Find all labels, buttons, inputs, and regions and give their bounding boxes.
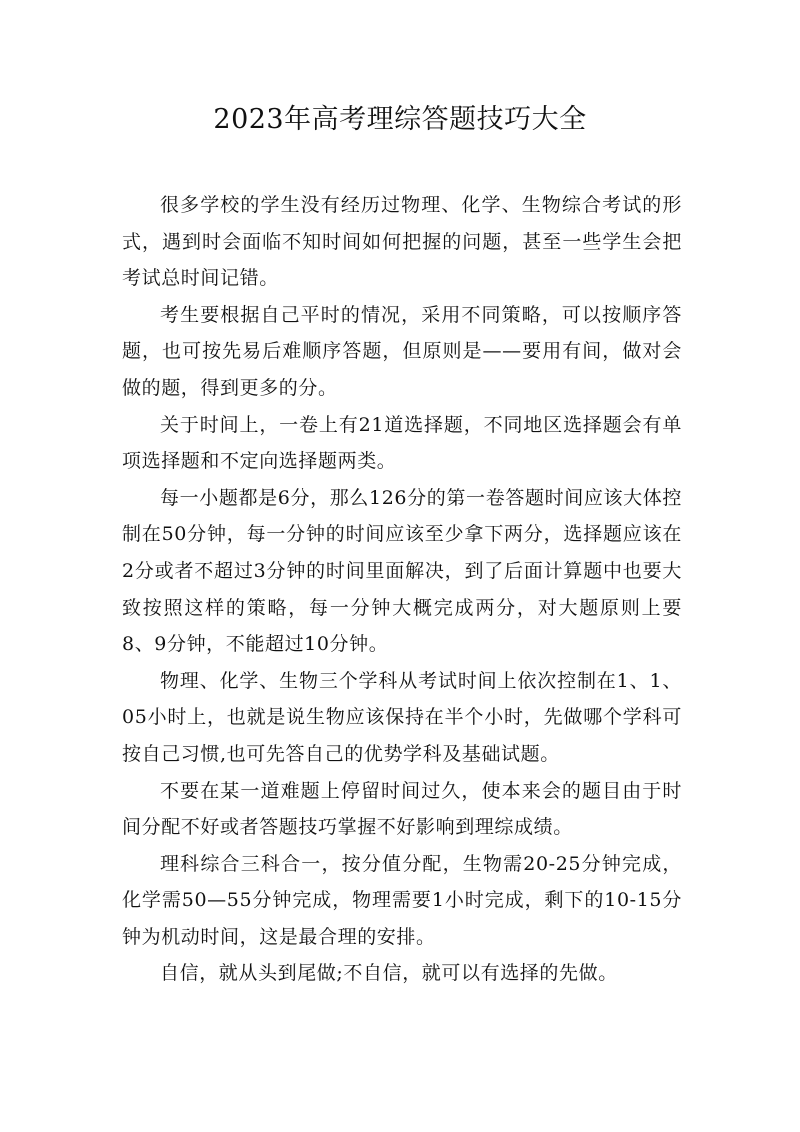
document-body <box>122 187 682 992</box>
paragraph-7: 理科综合三科合一，按分值分配，生物需20-25分钟完成，化学需50—55分钟完成，物理需要1小时完成，剩下的10-15分钟为机动时间，这是最合理的安排。 <box>122 852 682 948</box>
document-title: 2023年高考理综答题技巧大全 <box>213 104 587 135</box>
paragraph-5: 物理、化学、生物三个学科从考试时间上依次控制在1、1、05小时上，也就是说生物应该保持在半个小时，先做哪个学科可按自己习惯,也可先答自己的优势学科及基础试题。 <box>122 669 682 765</box>
paragraph-2: 考生要根据自己平时的情况，采用不同策略，可以按顺序答题，也可按先易后难顺序答题，但原则是——要用有间，做对会做的题，得到更多的分。 <box>122 303 682 399</box>
paragraph-3: 关于时间上，一卷上有21道选择题，不同地区选择题会有单项选择题和不定向选择题两类。 <box>122 413 682 473</box>
paragraph-6: 不要在某一道难题上停留时间过久，使本来会的题目由于时间分配不好或者答题技巧掌握不好影响到理综成绩。 <box>122 779 682 839</box>
paragraph-4: 每一小题都是6分，那么126分的第一卷答题时间应该大体控制在50分钟，每一分钟的时间应该至少拿下两分，选择题应该在2分或者不超过3分钟的时间里面解决，到了后面计算题中也要大致按照这样的策略，每一分钟大概完成两分，对大题原则上要8、9分钟，不能超过10分钟。 <box>122 486 682 656</box>
paragraph-8: 自信，就从头到尾做;不自信，就可以有选择的先做。 <box>160 962 618 985</box>
paragraph-1: 很多学校的学生没有经历过物理、化学、生物综合考试的形式，遇到时会面临不知时间如何把握的问题，甚至一些学生会把考试总时间记错。 <box>122 194 682 290</box>
